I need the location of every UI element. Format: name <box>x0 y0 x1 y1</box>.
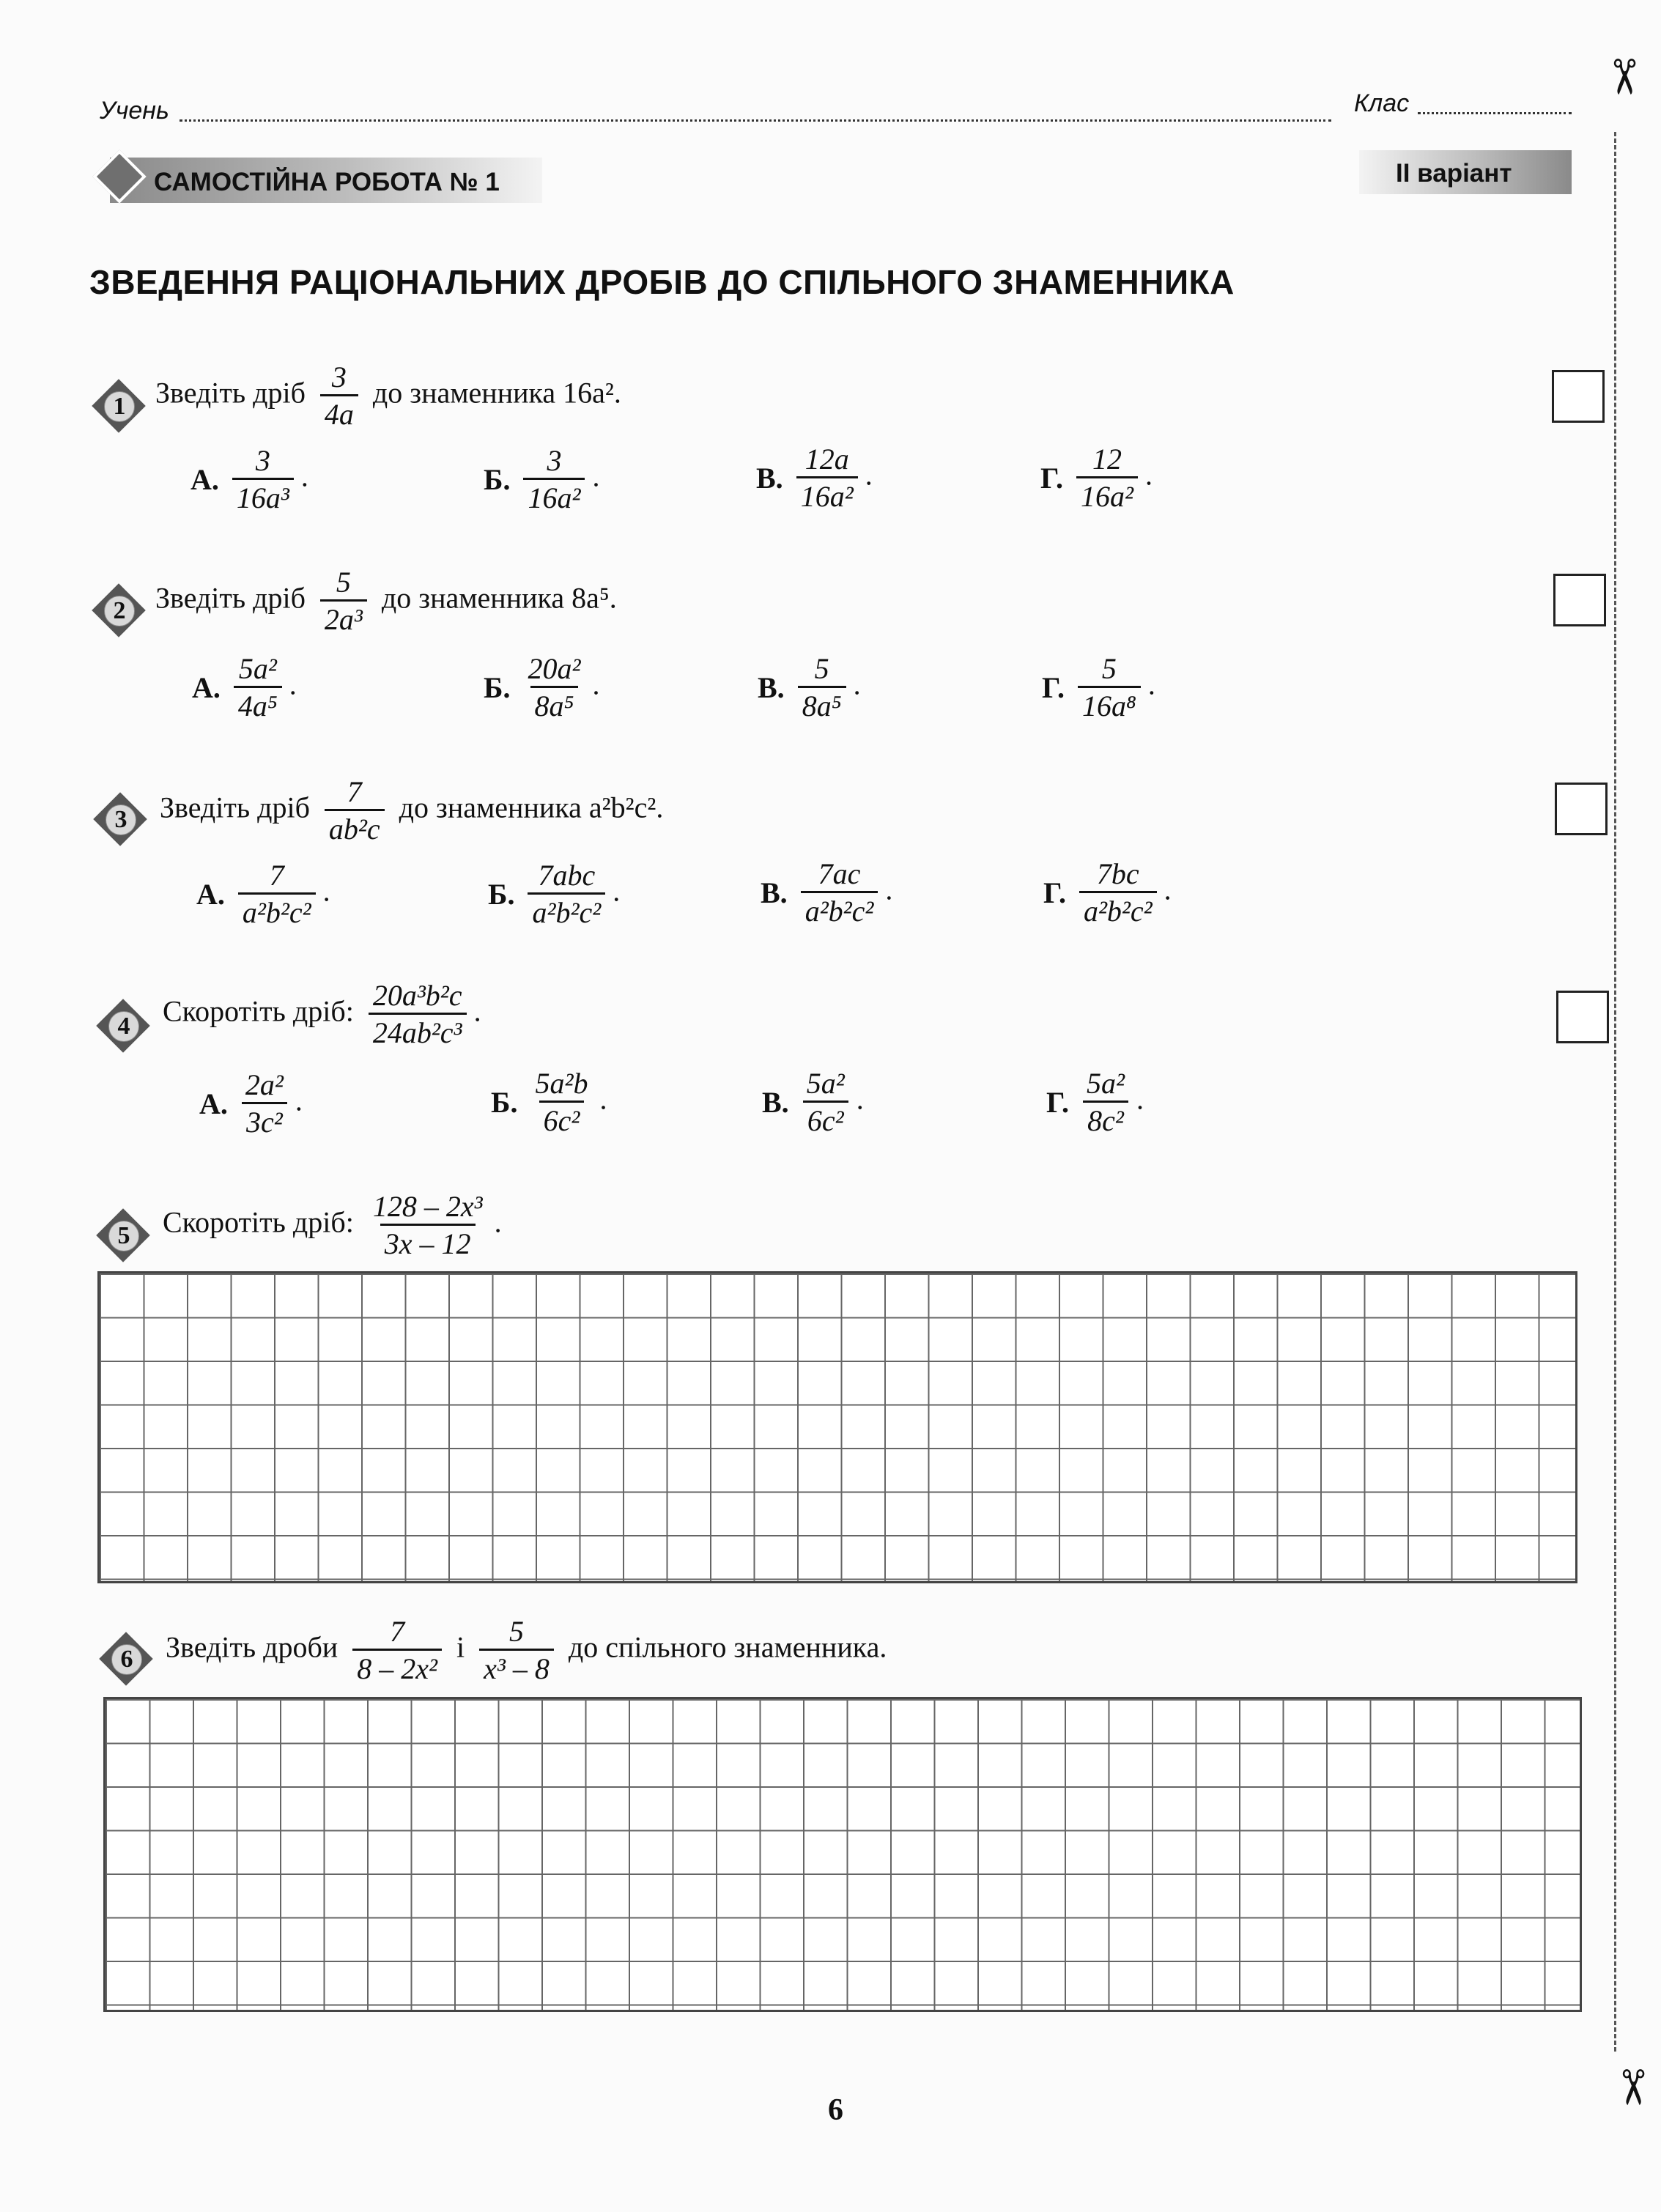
task-text: Зведіть дріб <box>155 581 306 615</box>
class-label: Клас <box>1354 89 1410 117</box>
task-fraction: $\frac{7}{\text{ab²c}}$ <box>325 775 385 846</box>
task-6-question <box>166 1615 887 1686</box>
class-field[interactable] <box>1418 112 1572 114</box>
task-text: Зведіть дріб <box>155 376 306 410</box>
work-banner <box>110 158 542 203</box>
task-fraction: $\frac{\text{20a³b²c}}{\text{24ab²c³}}$ <box>369 979 467 1050</box>
task-number-badge <box>91 582 147 638</box>
task-connector: і <box>456 1630 465 1664</box>
student-name-field[interactable] <box>180 119 1331 122</box>
option-d[interactable]: Г. $\frac{\text{5a²}}{\text{8c²}}$ . <box>1046 1067 1144 1137</box>
task-number: 3 <box>106 804 136 835</box>
student-label: Учень <box>100 97 169 125</box>
task-number-badge <box>95 1207 151 1263</box>
task-number: 6 <box>111 1644 142 1675</box>
option-a[interactable]: А. $\frac{\text{2a²}}{\text{3c²}}$ . <box>199 1068 303 1139</box>
task-fraction-2: $\frac{5}{\text{x³ – 8}}$ <box>479 1615 554 1686</box>
task-suffix: до спільного знаменника. <box>568 1630 887 1664</box>
option-d[interactable]: Г. $\frac{12}{\text{16a²}}$ . <box>1040 443 1153 513</box>
answer-box[interactable] <box>1552 370 1605 423</box>
task-fraction: $\frac{7}{\text{8 – 2x²}}$ <box>352 1615 442 1686</box>
option-c[interactable]: В. $\frac{12a}{\text{16a²}}$ . <box>756 443 873 513</box>
answer-box[interactable] <box>1555 783 1608 835</box>
task-text: Скоротіть дріб: <box>163 994 354 1028</box>
option-c[interactable]: В. $\frac{7ac}{\text{a²b²c²}}$ . <box>761 857 893 928</box>
option-b[interactable]: Б. $\frac{\text{5a²b}}{\text{6c²}}$ . <box>491 1067 607 1137</box>
option-c[interactable]: В. $\frac{\text{5a²}}{\text{6c²}}$ . <box>762 1067 864 1137</box>
task-fraction: $\frac{3}{4a}$ <box>320 360 358 432</box>
task-number-badge <box>98 1631 154 1687</box>
scissors-icon: ✂ <box>1605 2067 1659 2108</box>
task-4-question: Скоротіть дріб: $\frac{\text{20a³b²c}}{\text{24ab²c³}}$ . <box>163 979 481 1049</box>
work-label: САМОСТІЙНА РОБОТА № 1 <box>154 168 500 196</box>
option-b[interactable]: Б. $\frac{\text{20a²}}{\text{8a⁵}}$ . <box>484 652 600 722</box>
option-a[interactable]: А. $\frac{\text{5a²}}{\text{4a⁵}}$ . <box>192 652 297 722</box>
variant-banner <box>1359 150 1572 194</box>
task-1-question <box>155 360 621 432</box>
task-text: Зведіть дріб <box>160 791 310 824</box>
task-number-badge <box>91 378 147 434</box>
task-number: 5 <box>108 1221 139 1251</box>
task-2-question <box>155 566 617 637</box>
task-number: 4 <box>108 1011 139 1042</box>
task-text: Скоротіть дріб: <box>163 1205 354 1239</box>
answer-box[interactable] <box>1553 574 1606 626</box>
task-suffix: до знаменника 16a². <box>372 376 621 410</box>
option-d[interactable]: Г. $\frac{7bc}{\text{a²b²c²}}$ . <box>1043 857 1172 928</box>
page-title: ЗВЕДЕННЯ РАЦІОНАЛЬНИХ ДРОБІВ ДО СПІЛЬНОГО ЗНАМЕННИКА <box>89 263 1235 301</box>
task-number-badge <box>95 998 151 1054</box>
answer-grid[interactable] <box>103 1697 1582 2012</box>
task-number: 1 <box>104 391 135 422</box>
task-number: 2 <box>104 596 135 626</box>
answer-box[interactable] <box>1556 991 1609 1043</box>
option-a[interactable]: А. $\frac{3}{\text{16a³}}$ . <box>190 444 308 514</box>
answer-grid[interactable] <box>97 1271 1577 1583</box>
scissors-icon: ✂ <box>1596 56 1650 97</box>
task-number-badge <box>92 791 148 847</box>
option-a[interactable]: А. $\frac{7}{\text{a²b²c²}}$ . <box>196 859 330 929</box>
variant-label: ІІ варіант <box>1396 159 1512 188</box>
task-suffix: до знаменника 8a⁵. <box>381 581 617 615</box>
cut-line <box>1614 132 1616 2052</box>
option-c[interactable]: В. $\frac{5}{\text{8a⁵}}$ . <box>758 652 861 722</box>
option-d[interactable]: Г. $\frac{5}{\text{16a⁸}}$ . <box>1042 652 1155 722</box>
task-text: Зведіть дроби <box>166 1630 339 1664</box>
task-suffix: до знаменника a²b²c². <box>399 791 664 824</box>
option-b[interactable]: Б. $\frac{\text{7abc}}{\text{a²b²c²}}$ . <box>488 859 621 929</box>
page-number: 6 <box>828 2093 843 2127</box>
task-3-question <box>160 775 663 846</box>
task-fraction: $\frac{\text{128 – 2x³}}{3x - 12}$ <box>372 1190 483 1260</box>
option-b[interactable]: Б. $\frac{3}{\text{16a²}}$ . <box>484 444 600 514</box>
task-fraction: $\frac{5}{\text{2a³}}$ <box>320 566 367 637</box>
task-5-question: Скоротіть дріб: $\frac{\text{128 – 2x³}}{3x - 12}$ . <box>163 1190 502 1260</box>
